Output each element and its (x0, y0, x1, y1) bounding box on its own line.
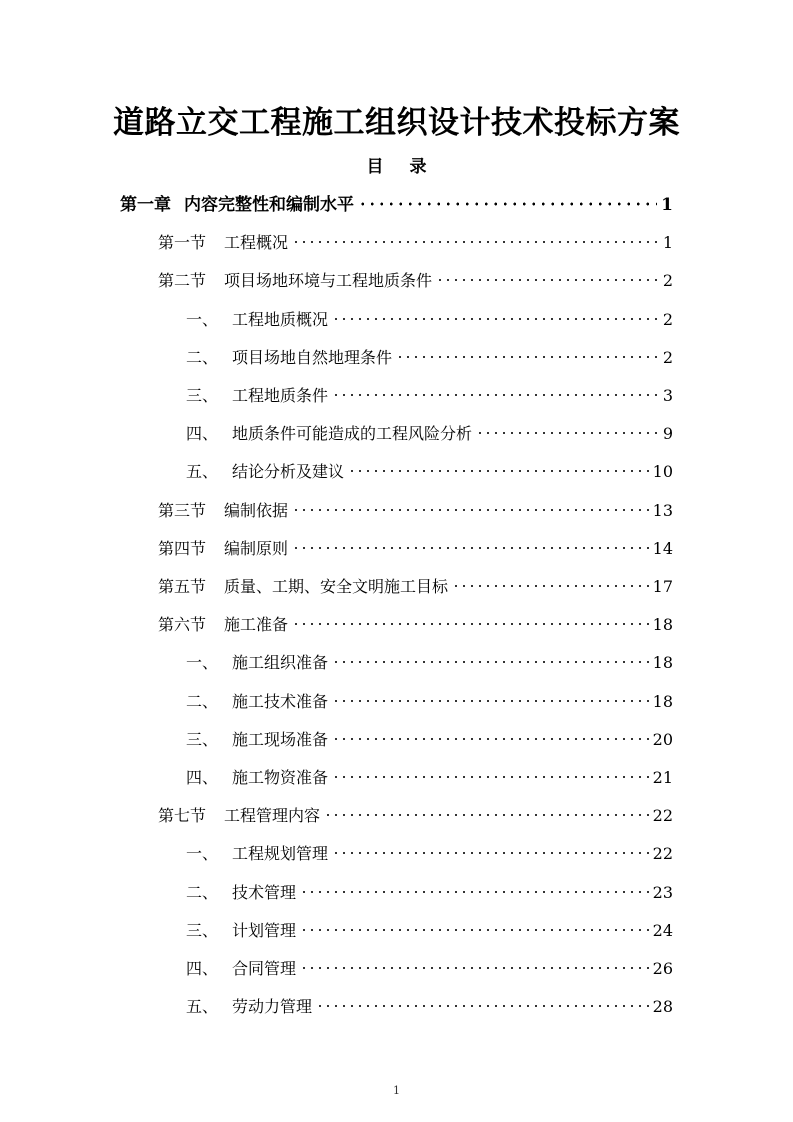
toc-entry-label: 编制依据 (224, 501, 289, 520)
toc-entry-number: 二、 (186, 692, 219, 711)
toc-entry-number: 三、 (186, 730, 219, 749)
toc-entry-label: 结论分析及建议 (232, 462, 345, 481)
toc-entry-number: 一、 (186, 844, 219, 863)
toc-dot-leader (396, 355, 659, 359)
toc-entry-number: 第三节 (158, 501, 207, 520)
toc-entry-page: 18 (652, 692, 673, 711)
toc-entry-page: 28 (652, 997, 673, 1016)
toc-entry-number: 第二节 (158, 271, 207, 290)
toc-entry[interactable] (158, 230, 673, 256)
toc-entry[interactable] (158, 574, 673, 600)
toc-entry-page: 2 (662, 271, 673, 290)
toc-entry[interactable] (186, 345, 673, 371)
toc-entry-label: 工程地质条件 (232, 386, 329, 405)
toc-entry-label: 工程概况 (224, 233, 289, 252)
toc-dot-leader (300, 928, 649, 932)
toc-entry-page: 10 (652, 462, 673, 481)
toc-entry-page: 22 (652, 806, 673, 825)
toc-entry-number: 三、 (186, 921, 219, 940)
toc-entry[interactable] (158, 268, 673, 294)
toc-dot-leader (316, 1004, 649, 1008)
toc-entry-number: 四、 (186, 768, 219, 787)
toc-entry-page: 1 (661, 195, 673, 215)
toc-entry-number: 第一节 (158, 233, 207, 252)
toc-entry-label: 工程规划管理 (232, 844, 329, 863)
toc-entry[interactable] (186, 650, 673, 676)
toc-entry-page: 14 (652, 539, 673, 558)
toc-entry-page: 24 (652, 921, 673, 940)
toc-dot-leader (292, 508, 649, 512)
toc-heading: 目 录 (366, 157, 437, 177)
toc-entry[interactable] (158, 536, 673, 562)
toc-entry-page: 18 (652, 653, 673, 672)
toc-entry-label: 施工组织准备 (232, 653, 329, 672)
toc-dot-leader (324, 813, 649, 817)
toc-entry-number: 四、 (186, 959, 219, 978)
toc-entry-number: 第六节 (158, 615, 207, 634)
toc-entry-number: 四、 (186, 424, 219, 443)
toc-dot-leader (476, 431, 659, 435)
toc-dot-leader (300, 966, 649, 970)
toc-dot-leader (436, 278, 659, 282)
toc-entry-page: 9 (662, 424, 673, 443)
toc-entry-number: 一、 (186, 310, 219, 329)
toc-entry-label: 工程地质概况 (232, 310, 329, 329)
toc-dot-leader (332, 699, 649, 703)
toc-dot-leader (332, 660, 649, 664)
toc-dot-leader (292, 546, 649, 550)
toc-dot-leader (300, 890, 649, 894)
page-number: 1 (393, 1084, 400, 1097)
toc-entry-label: 劳动力管理 (232, 997, 313, 1016)
toc-entry[interactable] (186, 307, 673, 333)
toc-entry-label: 工程管理内容 (224, 806, 321, 825)
toc-entry-page: 2 (662, 348, 673, 367)
toc-entry[interactable] (186, 459, 673, 485)
toc-dot-leader (332, 851, 649, 855)
toc-entry-label: 项目场地环境与工程地质条件 (224, 271, 433, 290)
toc-entry[interactable] (186, 765, 673, 791)
toc-entry-label: 施工现场准备 (232, 730, 329, 749)
toc-entry[interactable] (186, 841, 673, 867)
toc-dot-leader (332, 317, 659, 321)
toc-entry[interactable] (186, 880, 673, 906)
toc-dot-leader (452, 584, 649, 588)
toc-entry-number: 第四节 (158, 539, 207, 558)
toc-entry[interactable] (186, 918, 673, 944)
toc-entry[interactable] (186, 994, 673, 1020)
toc-entry-page: 23 (652, 883, 673, 902)
toc-entry-number: 第一章 (120, 195, 171, 215)
toc-entry-page: 13 (652, 501, 673, 520)
toc-entry[interactable] (186, 689, 673, 715)
toc-entry[interactable] (158, 803, 673, 829)
toc-entry-number: 第五节 (158, 577, 207, 596)
toc-entry-label: 编制原则 (224, 539, 289, 558)
toc-entry[interactable] (158, 498, 673, 524)
toc-entry-number: 三、 (186, 386, 219, 405)
toc-dot-leader (332, 775, 649, 779)
toc-entry-number: 五、 (186, 997, 219, 1016)
toc-dot-leader (292, 240, 659, 244)
toc-entry-label: 地质条件可能造成的工程风险分析 (232, 424, 473, 443)
toc-entry-number: 一、 (186, 653, 219, 672)
toc-entry-number: 五、 (186, 462, 219, 481)
toc-entry-page: 26 (652, 959, 673, 978)
toc-entry-label: 施工技术准备 (232, 692, 329, 711)
toc-dot-leader (292, 622, 649, 626)
toc-entry-page: 21 (652, 768, 673, 787)
toc-entry-label: 技术管理 (232, 883, 297, 902)
toc-dot-leader (332, 393, 659, 397)
toc-entry[interactable] (186, 383, 673, 409)
toc-entry-label: 质量、工期、安全文明施工目标 (224, 577, 449, 596)
toc-entry[interactable] (186, 956, 673, 982)
toc-entry-page: 22 (652, 844, 673, 863)
toc-entry-page: 1 (662, 233, 673, 252)
toc-entry-label: 内容完整性和编制水平 (184, 195, 354, 215)
toc-entry-number: 第七节 (158, 806, 207, 825)
toc-entry-page: 3 (662, 386, 673, 405)
toc-entry-label: 施工物资准备 (232, 768, 329, 787)
toc-entry-label: 项目场地自然地理条件 (232, 348, 393, 367)
toc-dot-leader (332, 737, 649, 741)
toc-entry-page: 20 (652, 730, 673, 749)
toc-entry-number: 二、 (186, 883, 219, 902)
toc-entry-page: 18 (652, 615, 673, 634)
toc-entry[interactable] (186, 727, 673, 753)
toc-entry[interactable] (158, 612, 673, 638)
toc-entry-page: 2 (662, 310, 673, 329)
toc-entry-label: 施工准备 (224, 615, 289, 634)
toc-entry-number: 二、 (186, 348, 219, 367)
document-title: 道路立交工程施工组织设计技术投标方案 (113, 105, 680, 141)
toc-entry-label: 合同管理 (232, 959, 297, 978)
toc-dot-leader (358, 202, 657, 206)
toc-dot-leader (348, 469, 649, 473)
toc-entry[interactable] (120, 192, 673, 218)
toc-entry-label: 计划管理 (232, 921, 297, 940)
toc-entry[interactable] (186, 421, 673, 447)
toc-entry-page: 17 (652, 577, 673, 596)
